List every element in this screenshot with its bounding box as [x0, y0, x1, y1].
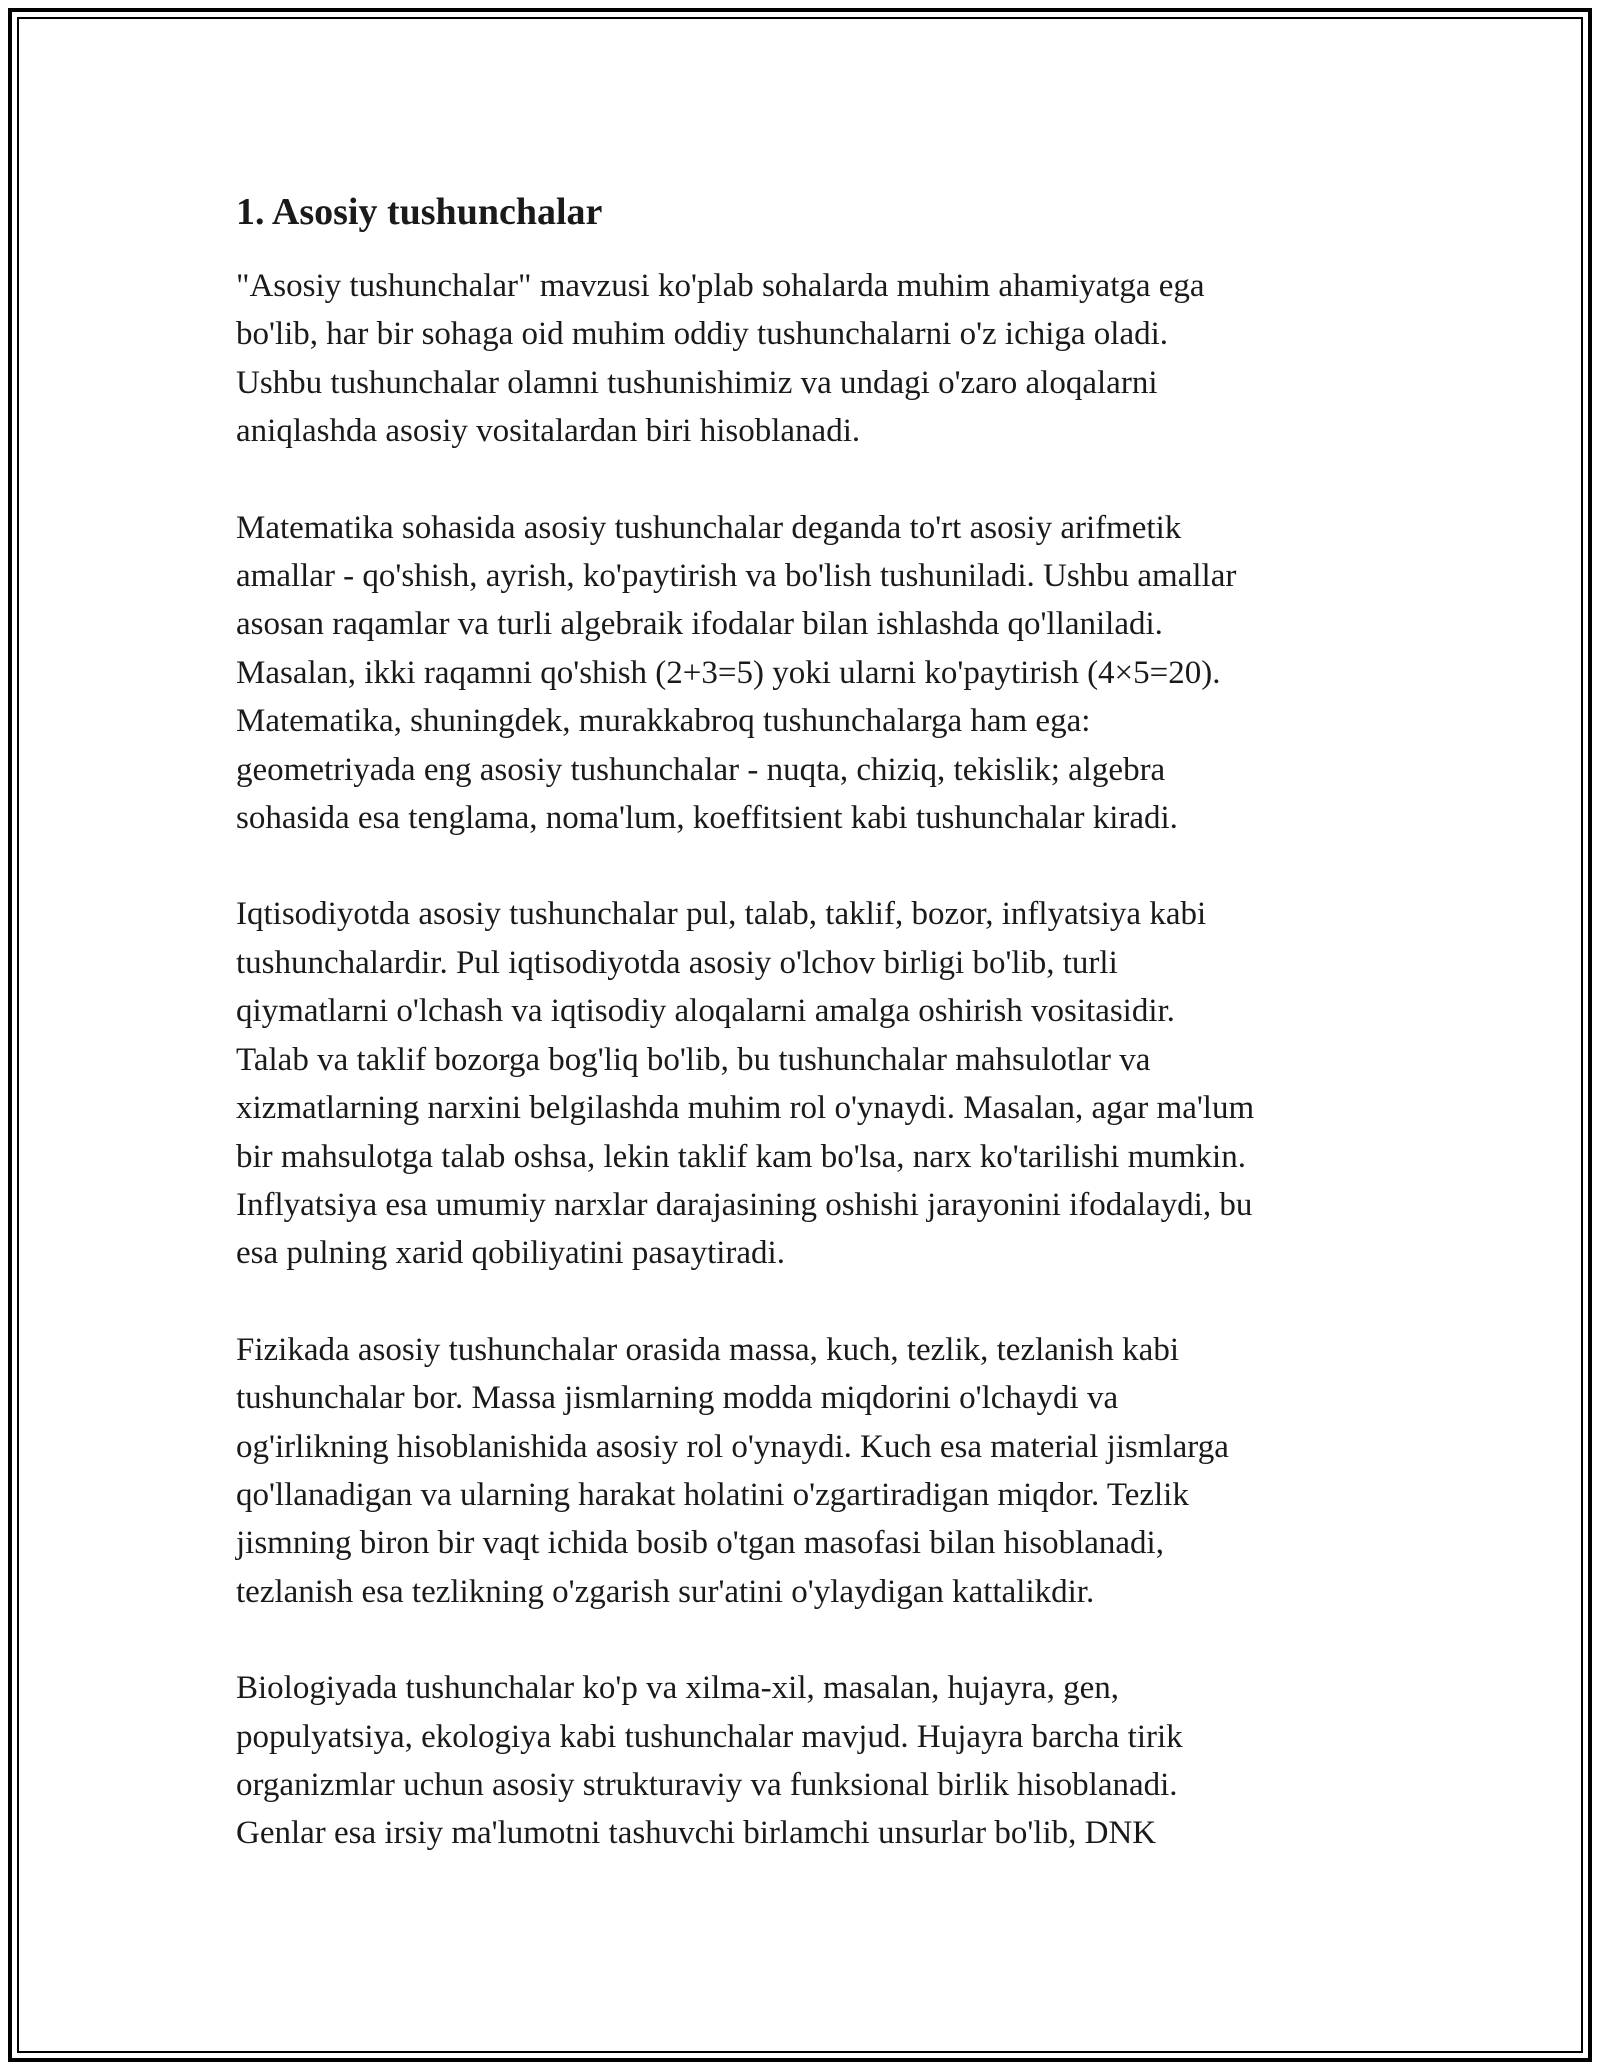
- paragraph-line: organizmlar uchun asosiy strukturaviy va funksional birlik hisoblanadi.: [236, 1766, 1178, 1803]
- document-body: [236, 186, 1376, 1906]
- paragraph-line: og'irlikning hisoblanishida asosiy rol o'ynaydi. Kuch esa material jismlarga: [236, 1428, 1229, 1465]
- paragraph-line: bir mahsulotga talab oshsa, lekin taklif kam bo'lsa, narx ko'tarilishi mumkin.: [236, 1138, 1246, 1175]
- paragraph-line: aniqlashda asosiy vositalardan biri hisoblanadi.: [236, 413, 861, 450]
- paragraph-line: bo'lib, har bir sohaga oid muhim oddiy tushunchalarni o'z ichiga oladi.: [236, 316, 1169, 353]
- paragraph: [236, 1664, 1376, 1858]
- paragraph-line: geometriyada eng asosiy tushunchalar - nuqta, chiziq, tekislik; algebra: [236, 751, 1166, 788]
- paragraph-line: Masalan, ikki raqamni qo'shish (2+3=5) yoki ularni ko'paytirish (4×5=20).: [236, 654, 1221, 691]
- paragraph-line: sohasida esa tenglama, noma'lum, koeffitsient kabi tushunchalar kiradi.: [236, 800, 1178, 837]
- paragraph-line: esa pulning xarid qobiliyatini pasaytiradi.: [236, 1235, 785, 1272]
- paragraph-line: tushunchalardir. Pul iqtisodiyotda asosiy o'lchov birligi bo'lib, turli: [236, 944, 1118, 981]
- paragraph: [236, 504, 1376, 843]
- paragraph-line: amallar - qo'shish, ayrish, ko'paytirish va bo'lish tushuniladi. Ushbu amallar: [236, 558, 1237, 595]
- paragraph-line: xizmatlarning narxini belgilashda muhim rol o'ynaydi. Masalan, agar ma'lum: [236, 1090, 1255, 1127]
- paragraph-list: [236, 262, 1376, 1858]
- paragraph-line: Matematika sohasida asosiy tushunchalar deganda to'rt asosiy arifmetik: [236, 509, 1182, 546]
- paragraph: [236, 890, 1376, 1277]
- paragraph-line: jismning biron bir vaqt ichida bosib o'tgan masofasi bilan hisoblanadi,: [236, 1525, 1164, 1562]
- paragraph-line: asosan raqamlar va turli algebraik ifodalar bilan ishlashda qo'llaniladi.: [236, 606, 1163, 643]
- paragraph: [236, 1326, 1376, 1616]
- paragraph-line: populyatsiya, ekologiya kabi tushunchalar mavjud. Hujayra barcha tirik: [236, 1718, 1183, 1755]
- paragraph-line: Ushbu tushunchalar olamni tushunishimiz va undagi o'zaro aloqalarni: [236, 364, 1158, 401]
- paragraph-line: Genlar esa irsiy ma'lumotni tashuvchi birlamchi unsurlar bo'lib, DNK: [236, 1815, 1157, 1852]
- paragraph-line: Inflyatsiya esa umumiy narxlar darajasining oshishi jarayonini ifodalaydi, bu: [236, 1186, 1253, 1223]
- paragraph: [236, 262, 1376, 456]
- paragraph-line: tezlanish esa tezlikning o'zgarish sur'atini o'ylaydigan kattalikdir.: [236, 1573, 1095, 1610]
- paragraph-line: Iqtisodiyotda asosiy tushunchalar pul, talab, taklif, bozor, inflyatsiya kabi: [236, 896, 1207, 933]
- paragraph-line: qo'llanadigan va ularning harakat holatini o'zgartiradigan miqdor. Tezlik: [236, 1476, 1189, 1513]
- paragraph-line: Matematika, shuningdek, murakkabroq tushunchalarga ham ega:: [236, 703, 1091, 740]
- paragraph-line: "Asosiy tushunchalar" mavzusi ko'plab sohalarda muhim ahamiyatga ega: [236, 268, 1205, 304]
- paragraph-line: Fizikada asosiy tushunchalar orasida massa, kuch, tezlik, tezlanish kabi: [236, 1331, 1179, 1368]
- section-heading: 1. Asosiy tushunchalar: [236, 191, 603, 233]
- paragraph-line: Talab va taklif bozorga bog'liq bo'lib, bu tushunchalar mahsulotlar va: [236, 1041, 1151, 1078]
- paragraph-line: tushunchalar bor. Massa jismlarning modda miqdorini o'lchaydi va: [236, 1380, 1119, 1417]
- paragraph-line: qiymatlarni o'lchash va iqtisodiy aloqalarni amalga oshirish vositasidir.: [236, 993, 1175, 1030]
- paragraph-line: Biologiyada tushunchalar ko'p va xilma-xil, masalan, hujayra, gen,: [236, 1670, 1119, 1707]
